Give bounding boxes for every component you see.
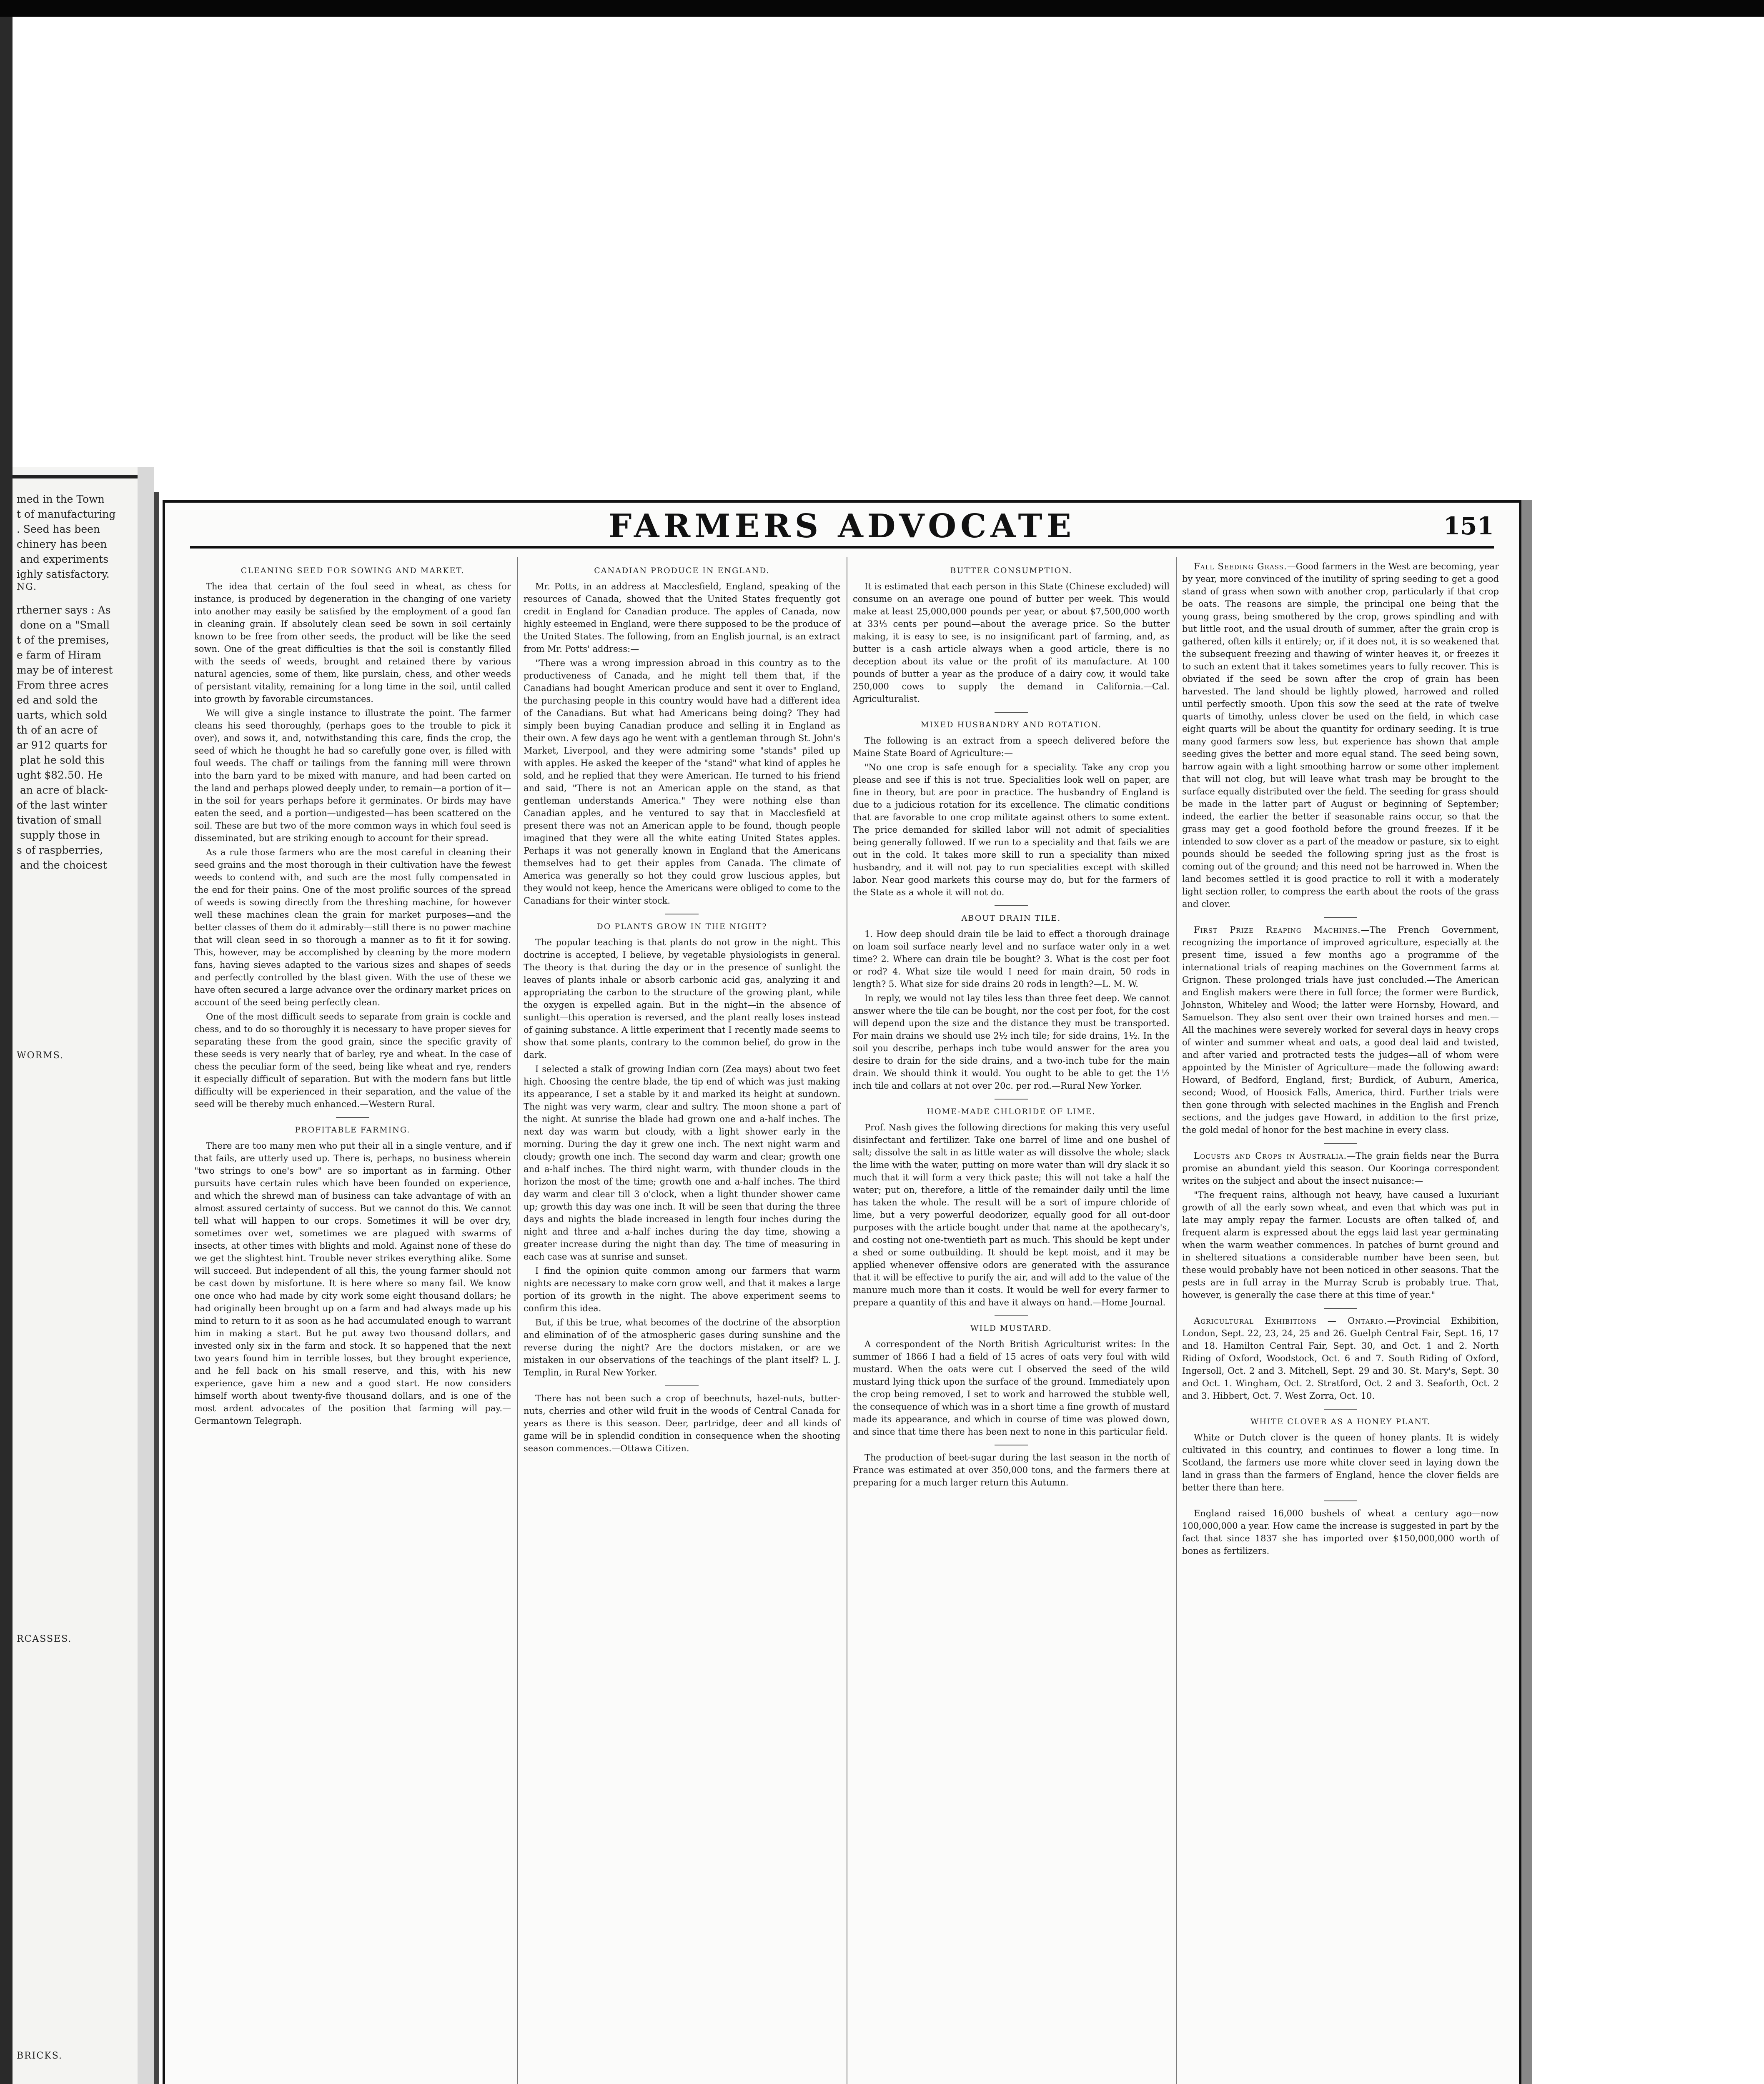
previous-page-line: plat he sold this [17,754,105,766]
article-body-text: We will give a single instance to illustrate the point. The farmer cleans his seed thoroughly, (perhaps goes to the trouble to pick it over), and sows it, and, notwithstanding this care, finds the crop, the seed of which he thought he had so carefully gone over, is filled with foul weeds. The chaff or tailings from the fanning mill were thrown into the barn yard to be mixed with manure, and had been carted on the land and perhaps plowed deeply under, to remain—a portion of it—in the soil for years perhaps before it germinates. Or birds may have eaten the seed, and a portion—undigested—has been scattered on the soil. These are but two of the more common ways in which foul seed is disseminated, but are striking enough to account for their spread. [194,708,511,843]
article-body-text: There are too many men who put their all in a single venture, and if that fails, are utterly used up. There is, perhaps, no business wherein "two strings to one's bow" are so important as in farming. Other pursuits have certain rules which have been founded on experience, and which the shrewd man of business can take advantage of with an almost assured certainty of success. But we cannot do this. We cannot tell what will happen to our crops. Sometimes it will be over dry, sometimes over wet, sometimes we are plagued with swarms of insects, at other times with blights and mold. Against none of these do we get the slightest hint. Trouble never strikes everything alike. Some will succeed. But independent of all this, the young farmer should not be cast down by misfortune. It is here where so many fail. We know one once who had made by city work some eight thousand dollars; he had originally been brought up on a farm and had always made up his mind to return to it as soon as he had accumulated enough to warrant him in making a start. But he put away two thousand dollars, and invested only six in the farm and stock. It so happened that the next two years found him in terrible losses, but they brought experience, and he fell back on his small reserve, and this, with his new experience, gave him a new and a good start. He now considers himself worth about twenty-five thousand dollars, and is one of the most ardent advocates of the position that farming will pay.—Germantown Telegraph. [194,1141,511,1426]
article-lead: First Prize Reaping Machines. [1194,925,1361,935]
article-paragraph [194,1010,511,1110]
article-title: DO PLANTS GROW IN THE NIGHT? [596,922,767,931]
article-body-text: —The French Government, recognizing the importance of improved agriculture, especially at the present time, issued a few months ago a programme of the international trials of reaping machines on the Government farms at Grignon. These prolonged trials have just concluded.—The American and English makers were there in full force; the former were Burdick, Johnston, Whiteley and Wood; the latter were Hornsby, Howard, and Samuelson. They also sent over their own trained horses and men.—All the machines were severely worked for several days in heavy crops of winter and summer wheat and oats, a good deal laid and twisted, and after varied and protracted tests the judges—all of whom were appointed by the Minister of Agriculture—made the following award: Howard, of Bedford, England, first; Burdick, of Auburn, America, second; Wood, of Hoosick Falls, America, third. Further trials were then gone through with selected machines in the English and French sections, and the judges gave Howard, in addition to the first prize, the gold medal of honor for the best machine in every class. [1182,925,1499,1135]
article-paragraph [524,1392,840,1455]
article-title: WHITE CLOVER AS A HONEY PLANT. [1250,1417,1431,1426]
page-number: 151 [1443,512,1494,540]
article-body-text: "The frequent rains, although not heavy, have caused a luxuriant growth of all the early sown wheat, and even that which was put in late may amply repay the farmer. Locusts are often talked of, and frequent alarm is expressed about the eggs laid last year germinating when the warm weather commences. In patches of burnt ground and in sheltered situations a considerable number have been seen, but these would probably have not been noticed in other seasons. That the pests are in full array in the Murray Scrub is probably true. That, however, is generally the case there at this time of year." [1182,1190,1499,1300]
article-paragraph [524,1265,840,1315]
previous-page-line: med in the Town [17,493,105,505]
article-title: CANADIAN PRODUCE IN ENGLAND. [594,566,770,575]
article-separator [1324,1308,1357,1309]
article-paragraph [524,1316,840,1379]
article-body-text: —Good farmers in the West are becoming, year by year, more convinced of the inutility of spring seeding to get a good stand of grass when sown with another crop, particularly if that crop be oats. The reasons are simple, the principal one being that the young grass, being smothered by the crop, grows spindling and with but little root, and the usual drouth of summer, after the grain crop is gathered, often kills it entirely; or, if it does not, it is so weakened that the subsequent freezing and thawing of winter heaves it, or freezes it to such an extent that it takes sometimes years to fully recover. This is obviated if the seed be sown after the crop of grain has been harvested. The land should be lightly plowed, harrowed and rolled until perfectly smooth. Upon this sow the seed at the rate of twelve quarts of timothy, unless clover be used on the field, in which case eight quarts will be about the quantity for ordinary seeding. It is true many good farmers sow less, but experience has shown that ample seeding gives the better and more equal stand. The seed being sown, harrow again with a light smoothing harrow or some other implement that will not clog, but will leave what trash may be brought to the surface equally distributed over the field. The seeding for grass should be made in the latter part of August or beginning of September; indeed, the earlier the better if seasonable rains occur, so that the grass may get a good foothold before the ground freezes. If it be intended to sow clover as a part of the meadow or pasture, six to eight pounds should be seeded the following spring just as the frost is coming out of the ground; and this need not be harrowed in. When the land becomes settled it is good practice to roll it with a moderately light section roller, to compress the earth about the roots of the grass and clover. [1182,561,1499,909]
article-separator [995,1315,1028,1316]
article-body-text: I selected a stalk of growing Indian corn (Zea mays) about two feet high. Choosing the centre blade, the tip end of which was just making its appearance, I set a stable by it and marked its height at sundown. The night was very warm, clear and sultry. The moon shone a part of the night. At sunrise the blade had grown one and a-half inches. The next day was warm but cloudy, with a light shower early in the morning. During the day it grew one inch. The next night warm and cloudy; growth one inch. The second day warm and clear; growth one and a-half inches. The third night warm, with thunder clouds in the horizon the most of the time; growth one and a-half inches. The third day warm and clear till 3 o'clock, when a light thunder shower came up; growth this day was one inch. It will be seen that during the three days and nights the blade increased in length four inches during the night and three and a-half inches during the day time, showing a greater increase during the night than day. The time of measuring in each case was at sunrise and sunset. [524,1064,840,1262]
previous-page-line: From three acres [17,679,109,691]
article-paragraph [853,928,1170,990]
article-paragraph [194,580,511,705]
article-body-text: The following is an extract from a speech delivered before the Maine State Board of Agriculture:— [853,736,1170,758]
article-body-text: The production of beet-sugar during the last season in the north of France was estimated at over 350,000 tons, and the farmers there at preparing for a much larger return this Autumn. [853,1453,1170,1488]
article-separator [1324,1143,1357,1144]
scan-edge-left [0,17,13,2084]
page-gutter [138,467,154,2084]
article-body-text: It is estimated that each person in this State (Chinese excluded) will consume on an average one pound of butter per week. This would make at least 25,000,000 pounds per year, or about $7,500,000 worth at 33⅓ cents per pound—about the average price. So the butter making, it is easy to see, is no insignificant part of farming, and, as butter is a cash article always when a good article, there is no deception about its value or the profit of its manufacture. At 100 pounds of butter a year as the produce of a dairy cow, it would take 250,000 cows to supply the demand in California.—Cal. Agriculturalist. [853,581,1170,704]
previous-page-line: ar 912 quarts for [17,739,107,751]
page-right-edge [1521,500,1532,2084]
article-separator [995,712,1028,713]
article-paragraph [524,1063,840,1263]
previous-page-line: . Seed has been [17,523,100,535]
article-title: CLEANING SEED FOR SOWING AND MARKET. [241,566,465,575]
previous-page-line: of the last winter [17,799,108,811]
previous-page-heading: BRICKS. [17,2051,63,2061]
previous-page-line: e farm of Hiram [17,649,102,661]
article-separator [995,1099,1028,1100]
article-paragraph [853,992,1170,1092]
article-paragraph [194,1140,511,1427]
previous-page-line: and the choicest [17,859,107,871]
previous-page-line: chinery has been [17,538,107,550]
previous-page-line: ighly satisfactory. [17,568,110,580]
article-title: HOME-MADE CHLORIDE OF LIME. [927,1107,1096,1116]
article-body-text: Mr. Potts, in an address at Macclesfield, England, speaking of the resources of Canada, showed that the United States frequently got credit in England for Canadian produce. The apples of Canada, now highly esteemed in England, were there supposed to be the produce of the United States. The following, from an English journal, is an extract from Mr. Potts' address:— [524,581,840,654]
article-paragraph [524,580,840,655]
newspaper-page [163,500,1521,2084]
previous-page-heading: WORMS. [17,1050,64,1061]
article-title: BUTTER CONSUMPTION. [950,566,1072,575]
previous-page-line: supply those in [17,829,100,841]
article-body-text: As a rule those farmers who are the most careful in cleaning their seed grains and the most thorough in their cultivation have the fewest weeds to contend with, and such are the most fully compensated in the end for their pains. One of the most prolific sources of the spread of weeds is sowing directly from the threshing machine, for however well these machines clean the grain for market purposes—and the better classes of them do it admirably—still there is no power machine that will clean seed in so thorough a manner as to fit it for sowing. This, however, may be accomplished by cleaning by the more modern fans, having sieves adapted to the various sizes and shapes of seeds and perfectly controlled by the blast given. With the use of these we have often secured a large advance over the ordinary market prices on account of the seed being perfectly clean. [194,847,511,1007]
article-title: MIXED HUSBANDRY AND ROTATION. [920,720,1102,729]
previous-page-line: ught $82.50. He [17,769,103,781]
article-paragraph [524,657,840,907]
article-paragraph [1182,924,1499,1136]
previous-page-line: tivation of small [17,814,102,826]
article-body-text: Prof. Nash gives the following directions for making this very useful disinfectant and fertilizer. Take one barrel of lime and one bushel of salt; dissolve the salt in as little water as will dissolve the whole; slack the lime with the water, putting on more water than will dry slack it so much that it will form a very thick paste; this will not take a half the water; put on, therefore, a little of the remainder daily until the lime has taken the whole. The result will be a sort of impure chloride of lime, but a very powerful deodorizer, equally good for all out-door purposes with the article bought under that name at the apothecary's, and costing not one-twentieth part as much. This should be kept under a shed or some outbuilding. It should be kept moist, and it may be applied whenever offensive odors are generated with the assurance that it will be effective to purify the air, and will add to the value of the manure much more than it costs. It would be well for every farmer to prepare a quantity of this and have it always on hand.—Home Journal. [853,1122,1170,1308]
previous-page-line: uarts, which sold [17,709,108,721]
previous-page-rule [13,475,138,478]
column-divider [1176,557,1177,2084]
article-paragraph [1182,1507,1499,1557]
column-1 [194,560,511,1429]
previous-page-line: may be of interest [17,664,113,676]
page-gutter-shadow [154,492,159,2084]
article-body-text: But, if this be true, what becomes of the doctrine of the absorption and elimination of of the atmospheric gases during sunshine and the reverse during the night? Are the doctors mistaken, or are we mistaken in our observations of the teachings of the plant itself? L. J. Templin, in Rural New Yorker. [524,1318,840,1378]
scan-edge-top [0,0,1764,17]
article-lead: Agricultural Exhibitions — Ontario. [1194,1316,1387,1326]
article-body-text: A correspondent of the North British Agriculturist writes: In the summer of 1866 I had a field of 15 acres of oats very foul with wild mustard. When the oats were cut I observed the seed of the wild mustard lying thick upon the surface of the ground. Immediately upon the crop being removed, I set to work and harrowed the stubble well, the consequence of which was in a short time a fine growth of mustard made its appearance, and which in course of time was plowed down, and since that time there has been next to none in this particular field. [853,1339,1170,1437]
article-separator [665,1385,699,1386]
article-paragraph [1182,1315,1499,1402]
previous-page-heading: RCASSES. [17,1634,72,1644]
article-separator [336,1117,369,1118]
article-paragraph [853,1451,1170,1489]
masthead-title: FARMERS ADVOCATE [609,507,1075,545]
previous-page-heading: NG. [17,582,38,592]
article-body-text: The popular teaching is that plants do not grow in the night. This doctrine is accepted, I believe, by vegetable physiologists in general. The theory is that during the day or in the presence of sunlight the leaves of plants inhale or absorb carbonic acid gas, analyzing it and appropriating the carbon to the structure of the growing plant, while the oxygen is expelled again. But in the night—in the absence of sunlight—this operation is reversed, and the plant really loses instead of gaining substance. A little experiment that I recently made seems to show that some plants, contrary to the common belief, do grow in the dark. [524,937,840,1060]
article-paragraph [1182,560,1499,910]
previous-page-line: th of an acre of [17,724,98,736]
article-paragraph [853,1338,1170,1438]
column-3 [853,560,1170,1490]
article-body-text: "There was a wrong impression abroad in this country as to the productiveness of Canada, and he might tell them that, if the Canadians had bought American produce and sent it over to England, the purchasing people in this country would have had a different idea of the Canadians. But what had Americans being doing? They had simply been buying Canadian produce and selling it in England as their own. A few days ago he went with a gentleman through St. John's Market, Liverpool, and they were admiring some "stands" piled up with apples. He asked the keeper of the "stand" what kind of apples he sold, and he replied that they were American. He turned to his friend and said, "There is not an American apple on the stand, as that gentleman understands America." They were nothing else than Canadian apples, and he ventured to say that in Macclesfield at present there was not an American apple to be found, though people imagined that they were all the white eating United States apples. Perhaps it was not generally known in England that the Americans themselves had to get their apples from Canada. The climate of America was generally so hot they could grow luscious apples, but they would not keep, hence the Americans were obliged to come to the Canadians for their winter stock. [524,658,840,906]
previous-page-line: s of raspberries, [17,844,103,856]
article-body-text: One of the most difficult seeds to separate from grain is cockle and chess, and to do so thoroughly it is necessary to have proper sieves for separating these from the good grain, since the specific gravity of these seeds is very nearly that of barley, rye and wheat. In the case of chess the peculiar form of the seed, being like wheat and rye, renders it especially difficult of separation. But with the modern fans but little difficulty will be experienced in their separation, and the value of the seed will be thereby much enhanced.—Western Rural. [194,1012,511,1109]
previous-page-fragment [13,467,139,2084]
article-paragraph [1182,1150,1499,1187]
article-separator [1324,1500,1357,1501]
article-body-text: —Provincial Exhibition, London, Sept. 22, 23, 24, 25 and 26. Guelph Central Fair, Sept. 16, 17 and 18. Hamilton Central Fair, Sept. 30, and Oct. 1 and 2. North Riding of Oxford, Woodstock, Oct. 6 and 7. South Riding of Oxford, Ingersoll, Oct. 2 and 3. Mitchell, Sept. 29 and 30. St. Mary's, Sept. 30 and Oct. 1. Wingham, Oct. 2. Stratford, Oct. 2 and 3. Seaforth, Oct. 2 and 3. Hibbert, Oct. 7. West Zorra, Oct. 10. [1182,1316,1499,1401]
article-body-text: There has not been such a crop of beechnuts, hazel-nuts, butter-nuts, cherries and other wild fruit in the woods of Central Canada for years as there is this season. Deer, partridge, deer and all kinds of game will be in splendid condition in consequence when the shooting season commences.—Ottawa Citizen. [524,1393,840,1453]
article-body-text: "No one crop is safe enough for a speciality. Take any crop you please and see if this is not true. Specialities look well on paper, are fine in theory, but are poor in practice. The husbandry of England is due to a judicious rotation for its excellence. The climatic conditions that are favorable to one crop militate against others to some extent. The price demanded for skilled labor will not admit of specialities being generally followed. If we run to a speciality and that fails we are out in the cold. It takes more skill to run a speciality than mixed husbandry, and it will not pay to run specialities except with skilled labor. Near good markets this course may do, but for the farmers of the State as a whole it will not do. [853,762,1170,897]
previous-page-line: ed and sold the [17,694,98,706]
article-paragraph [853,580,1170,705]
article-body-text: The idea that certain of the foul seed in wheat, as chess for instance, is produced by degeneration in the changing of one variety into another may easily be satisfied by the employment of a good fan in cleaning grain. If absolutely clean seed be sown in soil certainly known to be free from other seeds, the product will be like the seed sown. One of the great difficulties is that the soil is constantly filled with the seeds of weeds, brought and retained there by various natural agencies, some of them, like purslain, chess, and other weeds of persistant vitality, remaining for a long time in the soil, until called into growth by favorable circumstances. [194,581,511,704]
article-lead: Locusts and Crops in Australia. [1194,1151,1347,1161]
article-title: PROFITABLE FARMING. [295,1125,411,1135]
article-body-text: —The grain fields near the Burra promise an abundant yield this season. Our Kooringa correspondent writes on the subject and about the insect nuisance:— [1182,1151,1499,1186]
article-body-text: England raised 16,000 bushels of wheat a century ago—now 100,000,000 a year. How came the increase is suggested in part by the fact that since 1837 she has imported over $150,000,000 worth of bones as fertilizers. [1182,1508,1499,1556]
article-paragraph [194,846,511,1009]
previous-page-line: an acre of black- [17,784,108,796]
article-separator [1324,1409,1357,1410]
article-paragraph [1182,1431,1499,1494]
article-title: WILD MUSTARD. [970,1324,1052,1333]
article-body-text: I find the opinion quite common among our farmers that warm nights are necessary to make corn grow well, and that it makes a large portion of its growth in the night. The above experiment seems to confirm this idea. [524,1266,840,1313]
previous-page-line: t of the premises, [17,634,109,646]
previous-page-line: rtherner says : As [17,604,111,616]
previous-page-line: done on a "Small [17,619,110,631]
article-paragraph [853,1121,1170,1309]
article-paragraph [1182,1189,1499,1301]
article-lead: Fall Seeding Grass. [1194,561,1287,571]
article-body-text: In reply, we would not lay tiles less than three feet deep. We cannot answer where the tile can be bought, nor the cost per foot, for the cost will depend upon the size and the distance they must be transported. For main drains we should use 2½ inch tile; for side drains, 1½. In the soil you describe, perhaps inch tube would answer for the area you desire to drain for the side drains, and a two-inch tube for the main drain. We should think it would. You ought to be able to get the 1½ inch tile and collars at not over 20c. per rod.—Rural New Yorker. [853,993,1170,1091]
previous-page-line: t of manufacturing [17,508,116,520]
previous-page-line: and experiments [17,553,109,565]
article-paragraph [853,734,1170,759]
article-title: ABOUT DRAIN TILE. [961,914,1061,923]
masthead-rule [190,546,1494,549]
article-paragraph [194,707,511,844]
article-separator [995,905,1028,906]
article-paragraph [524,936,840,1061]
column-2 [524,560,840,1456]
article-paragraph [853,761,1170,899]
article-body-text: White or Dutch clover is the queen of honey plants. It is widely cultivated in this country, and continues to flower a long time. In Scotland, the farmers use more white clover seed in laying down the land in grass than the farmers of England, hence the clover fields are better there than here. [1182,1433,1499,1493]
article-body-text: 1. How deep should drain tile be laid to effect a thorough drainage on loam soil surface nearly level and no surface water only in a wet time? 2. Where can drain tile be bought? 3. What is the cost per foot or rod? 4. What size tile would I need for main drain, 50 rods in length? 5. What size for side drains 20 rods in length?—L. M. W. [853,929,1170,989]
article-separator [1324,917,1357,918]
column-divider [517,557,518,2084]
column-4 [1182,560,1499,1559]
